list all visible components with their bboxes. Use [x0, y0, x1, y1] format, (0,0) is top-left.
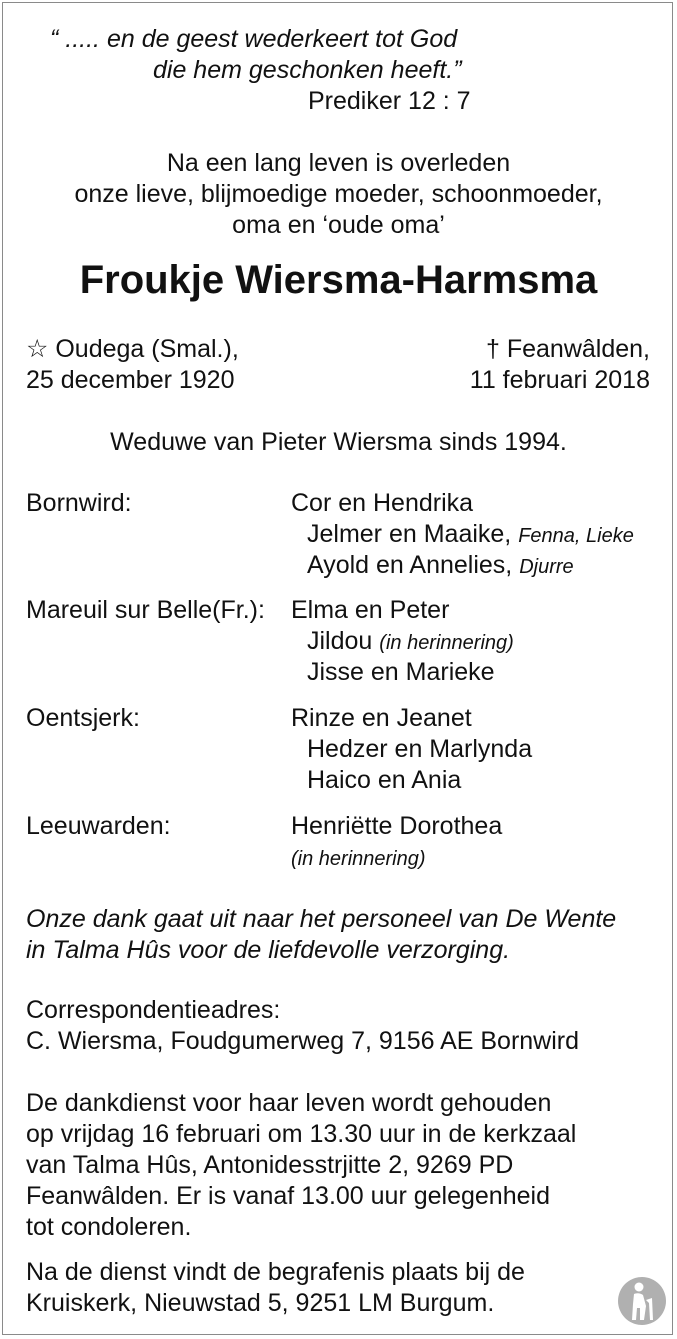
thanks-line-2: in Talma Hûs voor de liefdevolle verzorging. [26, 936, 511, 964]
family-place: Mareuil sur Belle(Fr.): [26, 596, 265, 624]
intro-line-1: Na een lang leven is overleden [166, 149, 511, 177]
intro-line-3: oma en ‘oude oma’ [232, 211, 445, 239]
family-member: Jisse en Marieke [307, 658, 495, 686]
family-member: Jildou (in herinnering) [307, 627, 514, 655]
service-line-3: van Talma Hûs, Antonidesstrjitte 2, 9269 PD [26, 1151, 514, 1179]
birth-date: 25 december 1920 [26, 366, 235, 394]
in-memoriam-note: (in herinnering) [291, 848, 426, 870]
birth-place: ☆ Oudega (Smal.), [26, 335, 239, 363]
family-place: Leeuwarden: [26, 812, 171, 840]
in-memoriam-note: (in herinnering) [379, 632, 514, 654]
service-line-4: Feanwâlden. Er is vanaf 13.00 uur gelegenheid [26, 1182, 550, 1210]
burial-line-1: Na de dienst vindt de begrafenis plaats bij de [26, 1258, 525, 1286]
family-member: Henriëtte Dorothea [291, 812, 503, 840]
widow-line: Weduwe van Pieter Wiersma sinds 1994. [110, 428, 567, 456]
memorial-figure-icon [617, 1276, 667, 1326]
service-line-1: De dankdienst voor haar leven wordt gehouden [26, 1089, 552, 1117]
service-line-5: tot condoleren. [26, 1213, 192, 1241]
thanks-line-1: Onze dank gaat uit naar het personeel van De Wente [26, 905, 617, 933]
quote-source: Prediker 12 : 7 [308, 87, 471, 115]
burial-line-2: Kruiskerk, Nieuwstad 5, 9251 LM Burgum. [26, 1289, 495, 1317]
quote-line-1: “ ..... en de geest wederkeert tot God [50, 25, 458, 53]
family-member: Rinze en Jeanet [291, 704, 472, 732]
grandchildren: Djurre [519, 556, 574, 578]
grandchildren: Fenna, Lieke [518, 525, 634, 547]
death-place: † Feanwâlden, [485, 335, 650, 363]
death-date: 11 februari 2018 [469, 366, 650, 394]
family-member: Hedzer en Marlynda [307, 735, 533, 763]
intro-line-2: onze lieve, blijmoedige moeder, schoonmoeder, [74, 180, 603, 208]
family-member: Cor en Hendrika [291, 489, 474, 517]
family-member: Elma en Peter [291, 596, 450, 624]
family-member: Haico en Ania [307, 766, 462, 794]
service-line-2: op vrijdag 16 februari om 13.30 uur in de kerkzaal [26, 1120, 577, 1148]
family-place: Bornwird: [26, 489, 132, 517]
correspondence-address: C. Wiersma, Foudgumerweg 7, 9156 AE Bornwird [26, 1027, 580, 1055]
family-place: Oentsjerk: [26, 704, 140, 732]
deceased-name: Froukje Wiersma-Harmsma [79, 258, 598, 302]
correspondence-label: Correspondentieadres: [26, 996, 281, 1024]
quote-line-2: die hem geschonken heeft.” [153, 56, 462, 84]
family-member: Jelmer en Maaike, Fenna, Lieke [307, 520, 634, 548]
family-member [291, 842, 426, 875]
family-member: Ayold en Annelies, Djurre [307, 551, 574, 579]
